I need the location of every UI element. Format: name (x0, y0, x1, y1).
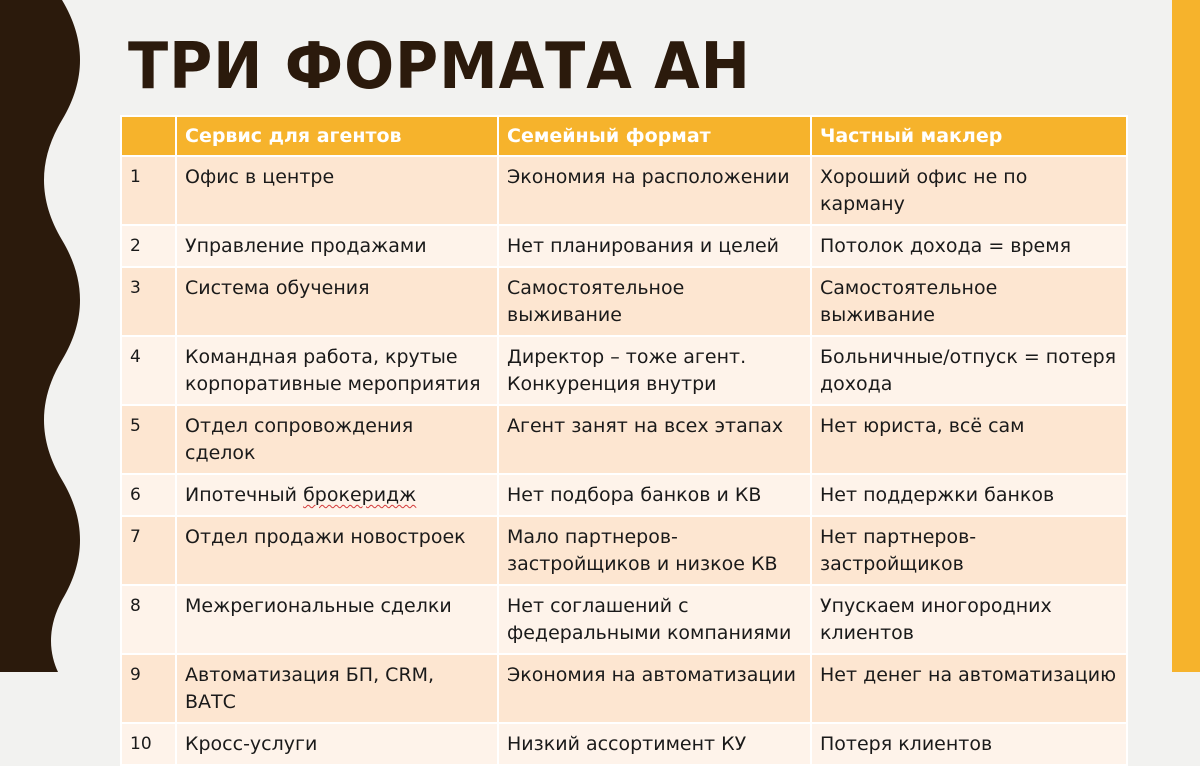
private-broker-cell: Потолок дохода = время (811, 225, 1127, 267)
table-row (121, 156, 1127, 225)
header-family-format: Семейный формат (498, 116, 811, 156)
family-format-cell: Директор – тоже агент. Конкуренция внутри (498, 336, 811, 405)
table-row (121, 516, 1127, 585)
family-format-cell: Самостоятельное выживание (498, 267, 811, 336)
row-number: 6 (121, 474, 176, 516)
table-row (121, 723, 1127, 765)
table-row (121, 336, 1127, 405)
agent-service-cell: Система обучения (176, 267, 498, 336)
agent-service-cell: Межрегиональные сделки (176, 585, 498, 654)
family-format-cell: Нет планирования и целей (498, 225, 811, 267)
row-number: 4 (121, 336, 176, 405)
private-broker-cell: Хороший офис не по карману (811, 156, 1127, 225)
agent-service-cell: Управление продажами (176, 225, 498, 267)
agent-service-cell: Кросс-услуги (176, 723, 498, 765)
family-format-cell: Низкий ассортимент КУ (498, 723, 811, 765)
table-header-row (121, 116, 1127, 156)
header-agent-service: Сервис для агентов (176, 116, 498, 156)
table-row (121, 585, 1127, 654)
row-number: 1 (121, 156, 176, 225)
table-row (121, 267, 1127, 336)
table-row (121, 654, 1127, 723)
private-broker-cell: Нет поддержки банков (811, 474, 1127, 516)
agent-service-cell: Командная работа, крутые корпоративные мероприятия (176, 336, 498, 405)
table-row (121, 225, 1127, 267)
row-number: 5 (121, 405, 176, 474)
private-broker-cell: Нет партнеров-застройщиков (811, 516, 1127, 585)
private-broker-cell: Упускаем иногородних клиентов (811, 585, 1127, 654)
row-number: 3 (121, 267, 176, 336)
agent-service-cell: Отдел продажи новостроек (176, 516, 498, 585)
agent-service-cell: Ипотечный брокеридж (176, 474, 498, 516)
private-broker-cell: Больничные/отпуск = потеря дохода (811, 336, 1127, 405)
spellcheck-underlined-word: брокеридж (303, 484, 417, 506)
header-private-broker: Частный маклер (811, 116, 1127, 156)
family-format-cell: Агент занят на всех этапах (498, 405, 811, 474)
private-broker-cell: Потеря клиентов (811, 723, 1127, 765)
agent-service-cell: Отдел сопровождения сделок (176, 405, 498, 474)
agent-service-cell: Автоматизация БП, CRM, ВАТС (176, 654, 498, 723)
private-broker-cell: Самостоятельное выживание (811, 267, 1127, 336)
header-number (121, 116, 176, 156)
accent-side-bar (1172, 0, 1200, 672)
row-number: 10 (121, 723, 176, 765)
agent-service-cell: Офис в центре (176, 156, 498, 225)
family-format-cell: Экономия на расположении (498, 156, 811, 225)
family-format-cell: Экономия на автоматизации (498, 654, 811, 723)
decorative-wave-border (0, 0, 90, 672)
table-row (121, 405, 1127, 474)
row-number: 9 (121, 654, 176, 723)
slide-title: ТРИ ФОРМАТА АН (128, 30, 751, 104)
row-number: 8 (121, 585, 176, 654)
family-format-cell: Нет соглашений с федеральными компаниями (498, 585, 811, 654)
private-broker-cell: Нет денег на автоматизацию (811, 654, 1127, 723)
row-number: 2 (121, 225, 176, 267)
table-row (121, 474, 1127, 516)
comparison-table (120, 115, 1126, 766)
family-format-cell: Нет подбора банков и КВ (498, 474, 811, 516)
private-broker-cell: Нет юриста, всё сам (811, 405, 1127, 474)
row-number: 7 (121, 516, 176, 585)
family-format-cell: Мало партнеров-застройщиков и низкое КВ (498, 516, 811, 585)
